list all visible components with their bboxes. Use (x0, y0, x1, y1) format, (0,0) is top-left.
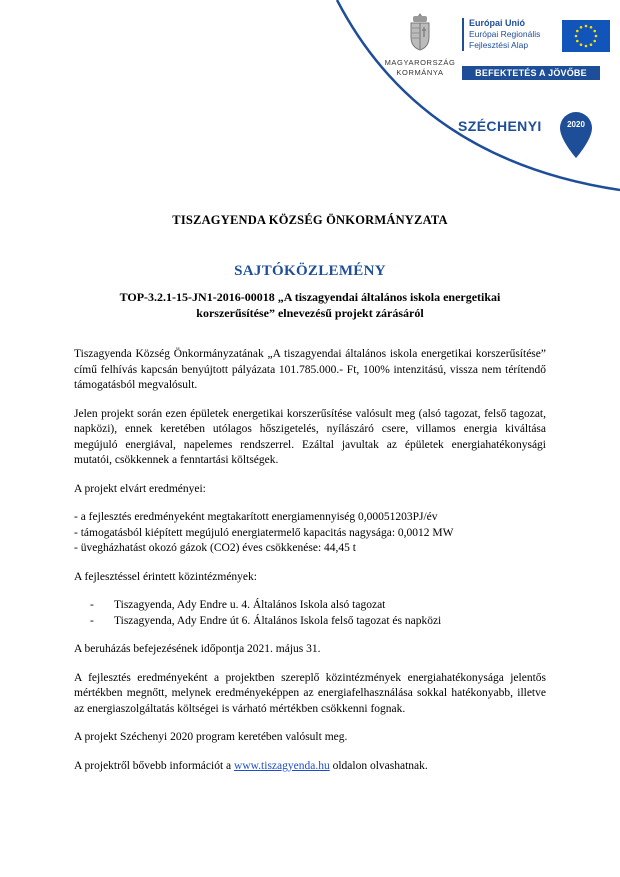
project-title-line2: korszerűsítése” elnevezésű projekt zárásáról (196, 306, 424, 320)
gov-logo-line2: KORMÁNYA (396, 68, 444, 77)
paragraph-more-info (74, 759, 546, 775)
list-dash: - (90, 614, 94, 627)
coat-of-arms-icon (407, 12, 433, 52)
paragraph-institutions-heading: A fejlesztéssel érintett közintézmények: (74, 570, 257, 583)
szechenyi-year: 2020 (567, 120, 585, 129)
institution-item (74, 598, 546, 614)
institution-text: Tiszagyenda, Ady Endre u. 4. Általános Iskola alsó tagozat (114, 599, 386, 611)
eu-flag-icon (562, 20, 610, 52)
gov-logo-line1: MAGYARORSZÁG (384, 58, 456, 67)
results-list (74, 510, 546, 557)
paragraph-project-scope: Jelen projekt során ezen épületek energetikai korszerűsítése valósult meg (alsó tagozat, felső tagozat, napközi), ennek keretében utólagos hőszigetelés, nyílászáró csere, villamos energia kiváltása megújuló energiával, napelemes rendszerrel. Ezáltal javultak az épületek energiahatékonysági mutatói, csökkennek a fenntartási költségek. (74, 407, 546, 466)
eu-line3: Fejlesztési Alap (469, 40, 529, 50)
press-release-title: SAJTÓKÖZLEMÉNY (234, 263, 386, 279)
organization-title: TISZAGYENDA KÖZSÉG ÖNKORMÁNYZATA (172, 213, 448, 227)
hungarian-government-logo (380, 12, 460, 78)
more-info-after: oldalon olvashatnak. (329, 759, 428, 772)
map-pin-icon (558, 110, 594, 160)
paragraph-intro: Tiszagyenda Község Önkormányzatának „A tiszagyendai általános iskola energetikai korszerűsítése” című felhívás kapcsán benyújtott pályázata 101.785.000.- Ft, 100% intenzitású, vissza nem térítendő támogatásból megvalósult. (74, 348, 546, 391)
invest-in-future-badge: BEFEKTETÉS A JÖVŐBE (462, 66, 600, 80)
szechenyi-name: SZÉCHENYI (458, 118, 542, 134)
paragraph-results-heading: A projekt elvárt eredményei: (74, 482, 206, 495)
document-body (74, 347, 546, 787)
paragraph-outcome: A fejlesztés eredményeként a projektben szereplő közintézmények energiahatékonysága jelentős mértékben megnőtt, melynek eredményeképpen az energiafelhasználása sokkal hatékonyabb, illetve az energiaszolgáltatás költségei is várható mértékben csökkenni fognak. (74, 671, 546, 715)
result-item: - üvegházhatást okozó gázok (CO2) éves csökkenése: 44,45 t (74, 542, 356, 554)
more-info-before: A projektről bővebb információt a (74, 759, 235, 772)
paragraph-completion-date: A beruházás befejezésének időpontja 2021. május 31. (74, 643, 321, 655)
institutions-list (74, 598, 546, 629)
project-title-line1: TOP-3.2.1-15-JN1-2016-00018 „A tiszagyendai általános iskola energetikai (119, 290, 501, 304)
project-title (90, 289, 530, 321)
szechenyi-2020-logo (458, 110, 608, 160)
paragraph-program: A projekt Széchenyi 2020 program keretében valósult meg. (74, 731, 348, 743)
result-item: - a fejlesztés eredményeként megtakarított energiamennyiség 0,00051203PJ/év (74, 511, 438, 523)
list-dash: - (90, 599, 94, 611)
eu-text (462, 18, 540, 51)
result-item: - támogatásból kiépített megújuló energiatermelő kapacitás nagysága: 0,0012 MW (74, 526, 454, 539)
website-link[interactable]: www.tiszagyenda.hu (234, 759, 330, 772)
institution-item (74, 614, 546, 630)
eu-line2: Európai Regionális (469, 29, 541, 39)
eu-line1: Európai Unió (469, 18, 525, 28)
institution-text: Tiszagyenda, Ady Endre út 6. Általános Iskola felső tagozat és napközi (114, 614, 442, 627)
